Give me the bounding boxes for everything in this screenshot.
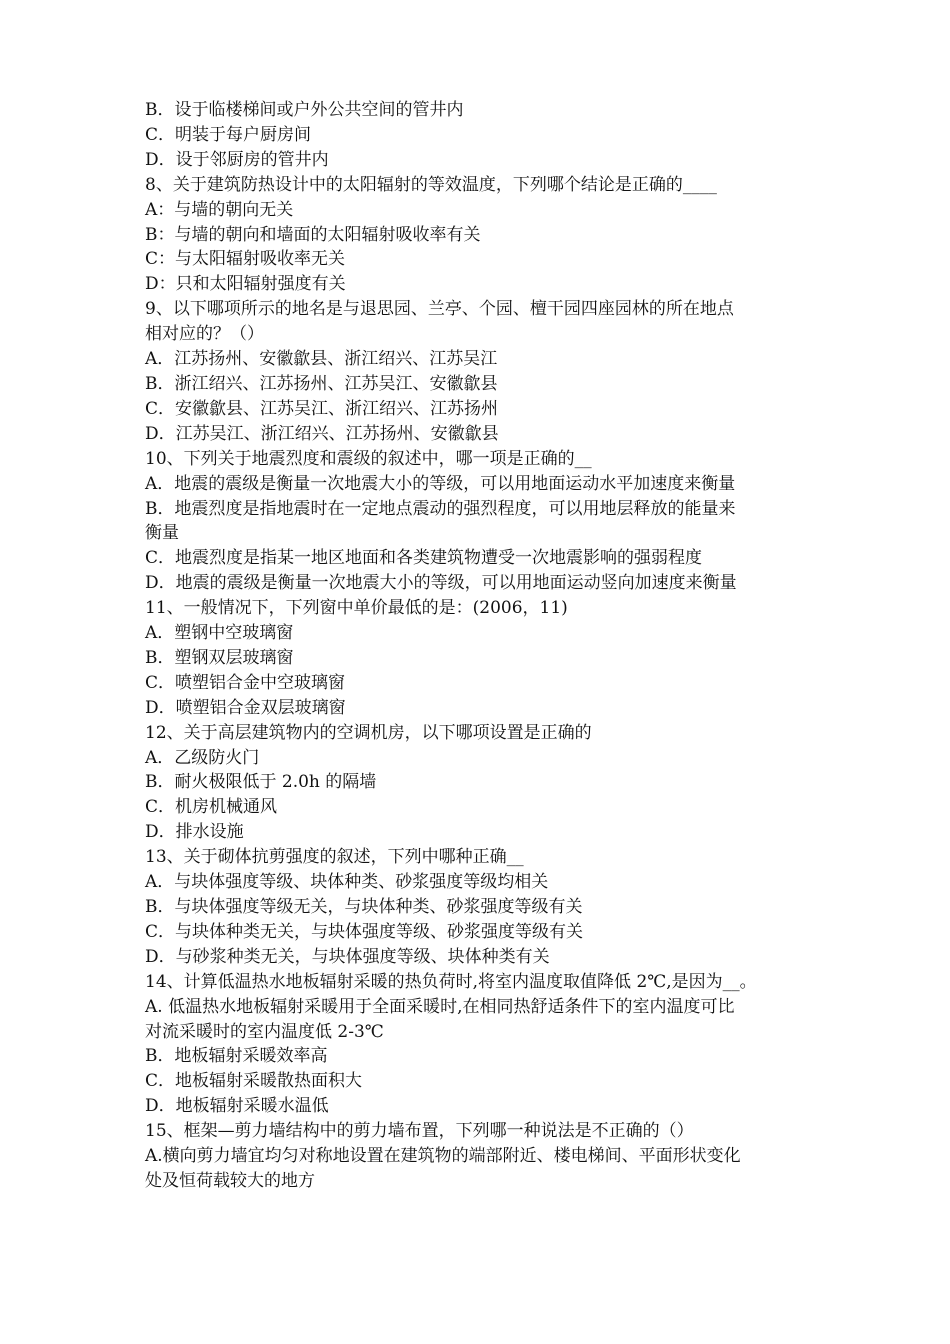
option-line: 对流采暖时的室内温度低 2-3℃ xyxy=(145,1021,384,1042)
question-line: 15、框架—剪力墙结构中的剪力墙布置，下列哪一种说法是不正确的（） xyxy=(145,1121,694,1142)
document-page xyxy=(145,98,825,1194)
option-line: B：与墙的朝向和墙面的太阳辐射吸收率有关 xyxy=(145,224,481,245)
question-line: 12、关于高层建筑物内的空调机房，以下哪项设置是正确的 xyxy=(145,722,592,743)
question-line: 8、关于建筑防热设计中的太阳辐射的等效温度，下列哪个结论是正确的____ xyxy=(145,174,717,195)
option-line: D．喷塑铝合金双层玻璃窗 xyxy=(145,697,346,718)
option-line: D．地板辐射采暖水温低 xyxy=(145,1096,329,1117)
option-line: C．机房机械通风 xyxy=(145,797,278,818)
option-line: D．江苏吴江、浙江绍兴、江苏扬州、安徽歙县 xyxy=(145,423,499,444)
question-line: 11、一般情况下，下列窗中单价最低的是：(2006，11) xyxy=(145,598,568,619)
option-line: 衡量 xyxy=(145,523,179,544)
option-line: 处及恒荷载较大的地方 xyxy=(145,1170,315,1191)
option-line: B．地板辐射采暖效率高 xyxy=(145,1046,328,1067)
option-line: C：与太阳辐射吸收率无关 xyxy=(145,249,346,270)
option-line: A．塑钢中空玻璃窗 xyxy=(145,623,294,644)
option-line: A．地震的震级是衡量一次地震大小的等级，可以用地面运动水平加速度来衡量 xyxy=(145,473,736,494)
option-line: B．与块体强度等级无关，与块体种类、砂浆强度等级有关 xyxy=(145,897,583,917)
question-line: 13、关于砌体抗剪强度的叙述，下列中哪种正确__ xyxy=(145,847,524,868)
option-line: D．排水设施 xyxy=(145,822,244,843)
option-line: A．乙级防火门 xyxy=(145,747,260,768)
option-line: B．地震烈度是指地震时在一定地点震动的强烈程度，可以用地层释放的能量来 xyxy=(145,498,736,519)
option-line: D．设于邻厨房的管井内 xyxy=(145,149,329,170)
question-line: 10、下列关于地震烈度和震级的叙述中，哪一项是正确的__ xyxy=(145,448,592,469)
option-line: B．耐火极限低于 2.0h 的隔墙 xyxy=(145,772,377,793)
option-line: A．与块体强度等级、块体种类、砂浆强度等级均相关 xyxy=(145,872,549,893)
option-line: B．塑钢双层玻璃窗 xyxy=(145,647,294,668)
option-line: D：只和太阳辐射强度有关 xyxy=(145,274,346,295)
option-line: C．地震烈度是指某一地区地面和各类建筑物遭受一次地震影响的强弱程度 xyxy=(145,548,703,569)
option-line: C．喷塑铝合金中空玻璃窗 xyxy=(145,672,346,693)
option-line: A．江苏扬州、安徽歙县、浙江绍兴、江苏吴江 xyxy=(145,349,498,370)
option-line: C．地板辐射采暖散热面积大 xyxy=(145,1071,363,1092)
option-line: B．设于临楼梯间或户外公共空间的管井内 xyxy=(145,100,464,120)
option-line: C．与块体种类无关，与块体强度等级、砂浆强度等级有关 xyxy=(145,921,584,942)
option-line: C．安徽歙县、江苏吴江、浙江绍兴、江苏扬州 xyxy=(145,398,499,419)
option-line: A.横向剪力墙宜均匀对称地设置在建筑物的端部附近、楼电梯间、平面形状变化 xyxy=(145,1146,741,1167)
option-line: B．浙江绍兴、江苏扬州、江苏吴江、安徽歙县 xyxy=(145,373,498,394)
question-line: 9、以下哪项所示的地名是与退思园、兰亭、个园、檀干园四座园林的所在地点 xyxy=(145,299,734,320)
option-line: A. 低温热水地板辐射采暖用于全面采暖时,在相同热舒适条件下的室内温度可比 xyxy=(145,996,735,1017)
option-line: A：与墙的朝向无关 xyxy=(145,199,294,220)
question-line: 14、计算低温热水地板辐射采暖的热负荷时,将室内温度取值降低 2℃,是因为__。 xyxy=(145,971,757,992)
question-line: 相对应的？（） xyxy=(145,324,264,345)
option-line: C．明装于每户厨房间 xyxy=(145,124,312,145)
option-line: D．地震的震级是衡量一次地震大小的等级，可以用地面运动竖向加速度来衡量 xyxy=(145,573,737,594)
option-line: D．与砂浆种类无关，与块体强度等级、块体种类有关 xyxy=(145,946,550,967)
